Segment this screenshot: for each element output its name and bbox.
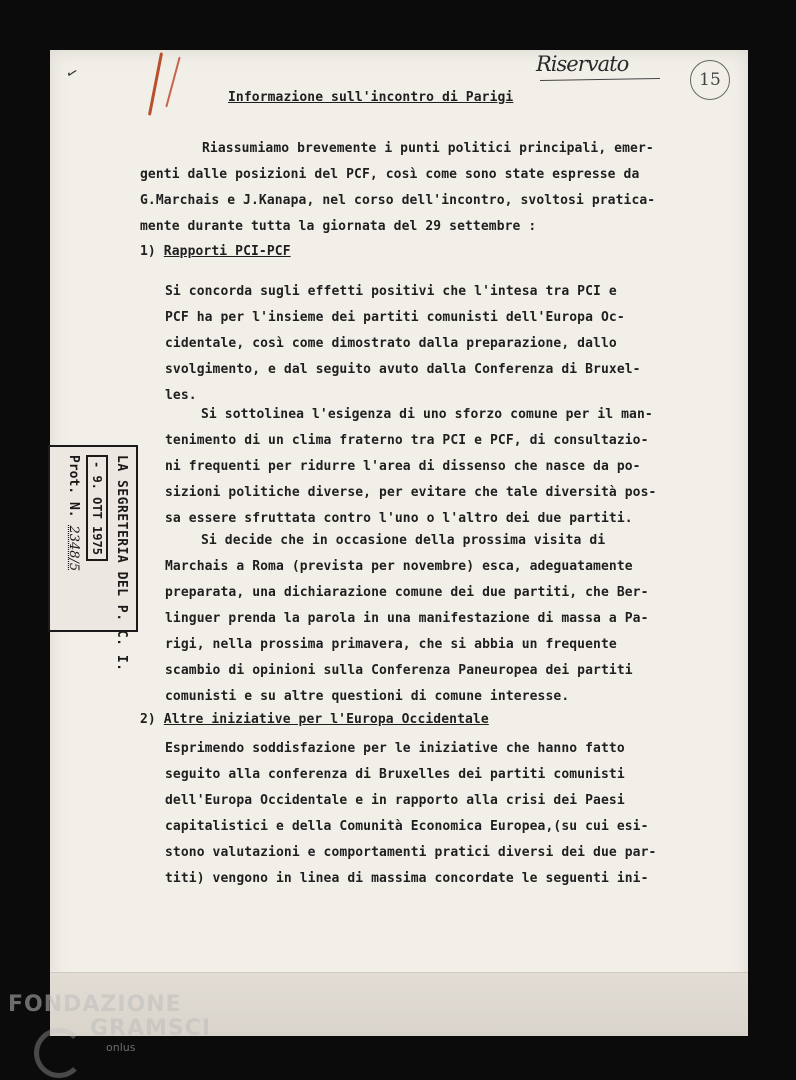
text-line: Si decide che in occasione della prossima visita di (201, 533, 606, 548)
document-title: Informazione sull'incontro di Parigi (228, 90, 514, 105)
text-line: G.Marchais e J.Kanapa, nel corso dell'incontro, svoltosi pratica- (140, 193, 656, 208)
page-number: 15 (690, 60, 730, 100)
section-1-heading (140, 244, 291, 259)
stamp-text (61, 455, 133, 672)
text-line: Si concorda sugli effetti positivi che l'intesa tra PCI e (165, 284, 617, 299)
protocol-stamp (48, 445, 138, 672)
handwritten-note: Riservato (536, 52, 629, 76)
stamp-date-row (85, 455, 109, 625)
text-line: cidentale, così come dimostrato dalla preparazione, dallo (165, 336, 617, 351)
text-line: Marchais a Roma (prevista per novembre) esca, adeguatamente (165, 559, 633, 574)
text-line: capitalistici e della Comunità Economica Europea,(su cui esi- (165, 819, 649, 834)
stamp-date: - 9. OTT 1975 (86, 455, 108, 561)
text-line: les. (165, 388, 197, 403)
stamp-organization: LA SEGRETERIA DEL P. C. I. (114, 455, 129, 672)
text-line: Esprimendo soddisfazione per le iniziative che hanno fatto (165, 741, 625, 756)
text-line: preparata, una dichiarazione comune dei due partiti, che Ber- (165, 585, 649, 600)
text-line: Si sottolinea l'esigenza di uno sforzo comune per il man- (201, 407, 653, 422)
text-line: seguito alla conferenza di Bruxelles dei partiti comunisti (165, 767, 625, 782)
text-line: sizioni politiche diverse, per evitare che tale diversità pos- (165, 485, 657, 500)
text-line: comunisti e su altre questioni di comune interesse. (165, 689, 570, 704)
section-1-paragraph-2 (165, 402, 656, 532)
section-1-paragraph-3 (165, 528, 649, 710)
watermark-line-3: onlus (106, 1041, 136, 1054)
text-line: mente durante tutta la giornata del 29 settembre : (140, 219, 537, 234)
section-title: Rapporti PCI-PCF (163, 244, 291, 259)
section-number: 2) (140, 712, 156, 727)
intro-paragraph (140, 136, 655, 240)
text-line: dell'Europa Occidentale e in rapporto alla crisi dei Paesi (165, 793, 625, 808)
section-2-paragraph-1 (165, 736, 656, 892)
stamp-protocol-row (61, 455, 85, 625)
text-line: rigi, nella prossima primavera, che si abbia un frequente (165, 637, 617, 652)
ink-mark-icon: ✓ (63, 64, 81, 84)
text-line: genti dalle posizioni del PCF, così come sono state espresse da (140, 167, 640, 182)
watermark-line-2: GRAMSCI (90, 1016, 212, 1041)
text-line: stono valutazioni e comportamenti pratici diversi dei due par- (165, 845, 657, 860)
text-line: PCF ha per l'insieme dei partiti comunisti dell'Europa Oc- (165, 310, 625, 325)
watermark (8, 993, 211, 1055)
watermark-line-1: FONDAZIONE (8, 992, 182, 1017)
text-line: ni frequenti per ridurre l'area di dissenso che nasce da po- (165, 459, 641, 474)
text-line: tenimento di un clima fraterno tra PCI e PCF, di consultazio- (165, 433, 649, 448)
section-1-paragraph-1 (165, 279, 641, 409)
section-title: Altre iniziative per l'Europa Occidentale (163, 712, 489, 727)
section-2-heading (140, 712, 489, 727)
stamp-protocol-label: Prot. N. (66, 455, 81, 518)
section-number: 1) (140, 244, 156, 259)
text-line: sa essere sfruttata contro l'uno o l'altro dei due partiti. (165, 511, 633, 526)
text-line: Riassumiamo brevemente i punti politici principali, emer- (202, 141, 654, 156)
stamp-protocol-number: 2348/5 (66, 525, 81, 572)
text-line: svolgimento, e dal seguito avuto dalla Conferenza di Bruxel- (165, 362, 641, 377)
text-line: linguer prenda la parola in una manifestazione di massa a Pa- (165, 611, 649, 626)
text-line: titi) vengono in linea di massima concordate le seguenti ini- (165, 871, 649, 886)
text-line: scambio di opinioni sulla Conferenza Paneuropea dei partiti (165, 663, 633, 678)
